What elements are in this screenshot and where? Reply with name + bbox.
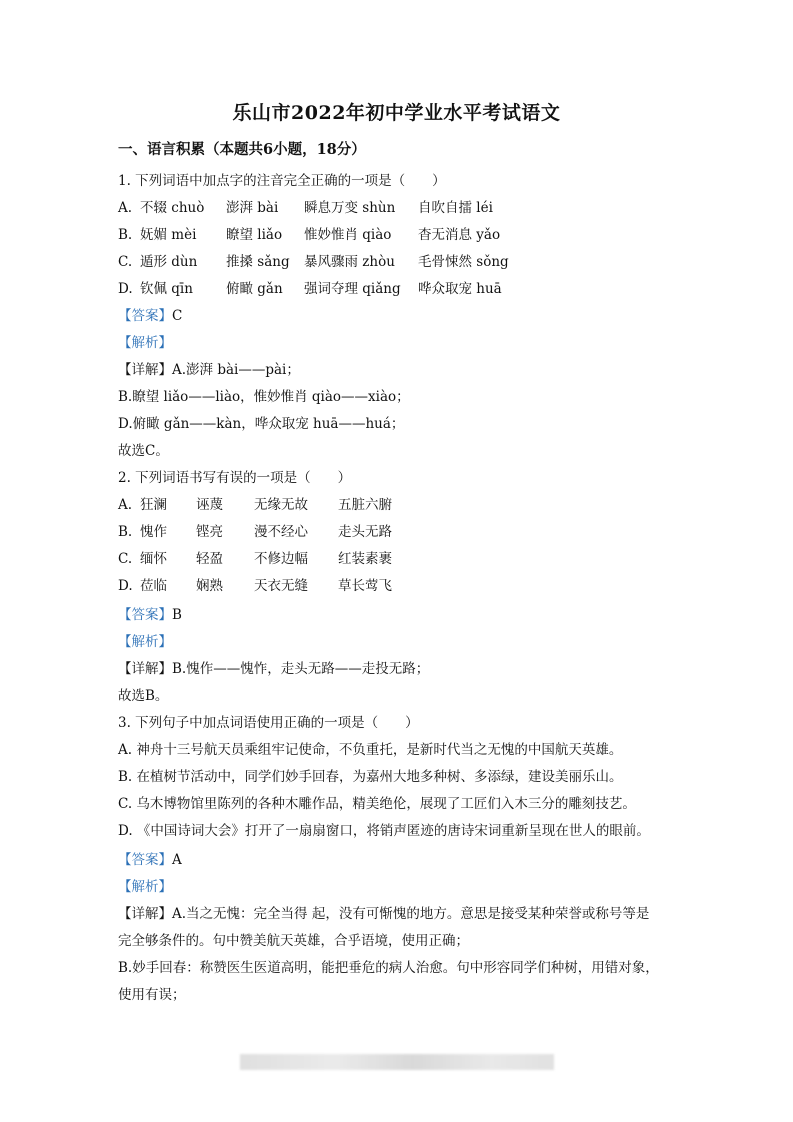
option-term: 妩媚 mèi: [140, 227, 197, 243]
section-heading: 一、语言积累（本题共6小题，18分）: [118, 141, 366, 158]
detail-line: B.妙手回春：称赞医生医道高明，能把垂危的病人治愈。句中形容同学们种树，用错对象，: [118, 960, 659, 976]
detail-text: A.当之无愧：完全当得 起，没有可惭愧的地方。意思是接受某种荣誉或称号等是: [172, 906, 650, 922]
question-3-stem: 3. 下列句子中加点词语使用正确的一项是（ ）: [118, 715, 419, 731]
answer-tag: 【答案】: [118, 308, 172, 324]
answer-value: A: [172, 852, 182, 868]
answer-tag: 【答案】: [118, 607, 172, 623]
option-term: 不修边幅: [254, 551, 308, 567]
option-term: 狂澜: [140, 497, 167, 513]
option-term: 瞭望 liǎo: [226, 227, 283, 243]
detail-line: 故选C。: [118, 443, 169, 459]
option-term: 走头无路: [338, 524, 392, 540]
answer-line: [118, 307, 182, 325]
option-letter: D.: [118, 281, 133, 297]
option-term: 澎湃 bài: [226, 200, 279, 216]
answer-tag: 【答案】: [118, 852, 172, 868]
detail-text: B.愧作——愧怍，走头无路——走投无路；: [172, 661, 430, 677]
blurred-footer-watermark: [240, 1054, 554, 1070]
option-letter: B.: [118, 227, 133, 243]
option-term: 推搡 sǎng: [226, 254, 290, 270]
detail-line: 使用有误；: [118, 987, 186, 1003]
answer-value: C: [172, 308, 183, 324]
option-letter: C.: [118, 551, 133, 567]
option-term: 钦佩 qīn: [140, 281, 193, 297]
detail-line: B.瞭望 liǎo——liào，惟妙惟肖 qiào——xiào；: [118, 389, 410, 405]
detail-tag: 【详解】: [118, 906, 172, 922]
detail-tag: 【详解】: [118, 661, 172, 677]
option-term: 惟妙惟肖 qiào: [304, 227, 392, 243]
option-term: 自吹自擂 léi: [418, 200, 493, 216]
option-term: 漫不经心: [254, 524, 308, 540]
detail-line: 完全够条件的。句中赞美航天英雄，合乎语境，使用正确；: [118, 933, 469, 949]
page-title: 乐山市2022年初中学业水平考试语文: [232, 102, 561, 124]
option-term: 杳无消息 yǎo: [418, 227, 501, 243]
option-term: 瞬息万变 shùn: [304, 200, 396, 216]
option-term: 哗众取宠 huā: [418, 281, 502, 297]
option-term: 铿亮: [196, 524, 223, 540]
option-term: 遁形 dùn: [140, 254, 198, 270]
detail-line: [118, 905, 649, 923]
answer-value: B: [172, 607, 182, 623]
question-1-stem: 1. 下列词语中加点字的注音完全正确的一项是（ ）: [118, 173, 446, 189]
option-term: 愧作: [140, 524, 167, 540]
option-c: C. 乌木博物馆里陈列的各种木雕作品，精美绝伦，展现了工匠们入木三分的雕刻技艺。: [118, 796, 636, 812]
detail-line: 故选B。: [118, 688, 169, 704]
detail-line: [118, 660, 429, 678]
option-term: 无缘无故: [254, 497, 308, 513]
option-letter: B.: [118, 524, 133, 540]
option-term: 俯瞰 gǎn: [226, 281, 283, 297]
option-letter: A.: [118, 200, 133, 216]
option-letter: D.: [118, 578, 133, 594]
option-term: 莅临: [140, 578, 167, 594]
detail-line: [118, 361, 300, 379]
analysis-tag: 【解析】: [118, 335, 172, 351]
detail-line: D.俯瞰 gǎn——kàn，哗众取宠 huā——huá；: [118, 416, 405, 432]
analysis-tag: 【解析】: [118, 634, 172, 650]
option-term: 缅怀: [140, 551, 167, 567]
detail-tag: 【详解】: [118, 362, 172, 378]
analysis-tag: 【解析】: [118, 879, 172, 895]
option-term: 诬蔑: [196, 497, 223, 513]
option-term: 轻盈: [196, 551, 223, 567]
option-letter: A.: [118, 497, 133, 513]
option-term: 暴风骤雨 zhòu: [304, 254, 395, 270]
detail-text: A.澎湃 bài——pài；: [172, 362, 300, 378]
option-term: 不辍 chuò: [140, 200, 205, 216]
option-term: 草长莺飞: [338, 578, 392, 594]
option-term: 五脏六腑: [338, 497, 392, 513]
option-d: D. 《中国诗词大会》打开了一扇扇窗口，将销声匿迹的唐诗宋词重新呈现在世人的眼前。: [118, 823, 650, 839]
question-2-stem: 2. 下列词语书写有误的一项是（ ）: [118, 470, 352, 486]
option-term: 红装素裹: [338, 551, 392, 567]
answer-line: [118, 606, 182, 624]
option-b: B. 在植树节活动中，同学们妙手回春，为嘉州大地多种树、多添绿，建设美丽乐山。: [118, 769, 623, 785]
option-term: 毛骨悚然 sǒng: [418, 254, 509, 270]
answer-line: [118, 851, 182, 869]
option-letter: C.: [118, 254, 133, 270]
option-term: 强词夺理 qiǎng: [304, 281, 401, 297]
option-term: 娴熟: [196, 578, 223, 594]
option-term: 天衣无缝: [254, 578, 308, 594]
option-a: A. 神舟十三号航天员乘组牢记使命，不负重托，是新时代当之无愧的中国航天英雄。: [118, 742, 623, 758]
